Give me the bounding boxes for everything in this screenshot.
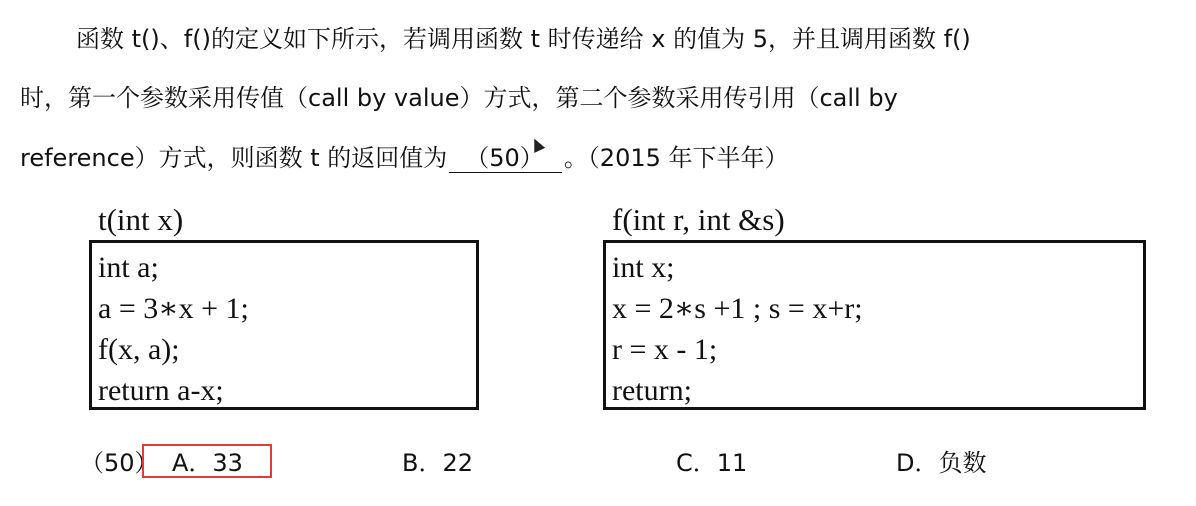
option-d[interactable]: D．负数	[896, 449, 987, 477]
question-line-2: 时，第一个参数采用传值（call by value）方式，第二个参数采用传引用（call by	[20, 84, 898, 112]
function-f-line: return;	[612, 374, 692, 407]
question-line-1: 函数 t()、f()的定义如下所示，若调用函数 t 时传递给 x 的值为 5，并且调用函数 f()	[76, 25, 971, 53]
function-f-line: r = x - 1;	[612, 333, 718, 366]
function-f-body	[603, 240, 1146, 410]
option-b[interactable]: B．22	[402, 449, 474, 477]
answer-highlight-box	[142, 444, 272, 478]
option-a[interactable]: A．33	[172, 449, 243, 477]
question-number: （50）	[80, 449, 159, 477]
function-t-title: t(int x)	[98, 202, 184, 237]
function-t-body	[89, 240, 479, 410]
question-line-3	[20, 143, 789, 173]
question-line-3-text: reference）方式，则函数 t 的返回值为	[20, 144, 448, 172]
function-t-line: f(x, a);	[98, 333, 180, 366]
function-f-line: x = 2∗s +1 ; s = x+r;	[612, 292, 863, 325]
question-source: 。（2015 年下半年）	[563, 144, 789, 172]
function-f-line: int x;	[612, 251, 675, 284]
function-t-line: return a-x;	[98, 374, 224, 407]
option-c[interactable]: C．11	[676, 449, 748, 477]
answer-blank: （50）	[449, 144, 562, 173]
function-t-line: int a;	[98, 251, 159, 284]
function-t-line: a = 3∗x + 1;	[98, 292, 249, 325]
function-f-title: f(int r, int &s)	[612, 202, 785, 237]
